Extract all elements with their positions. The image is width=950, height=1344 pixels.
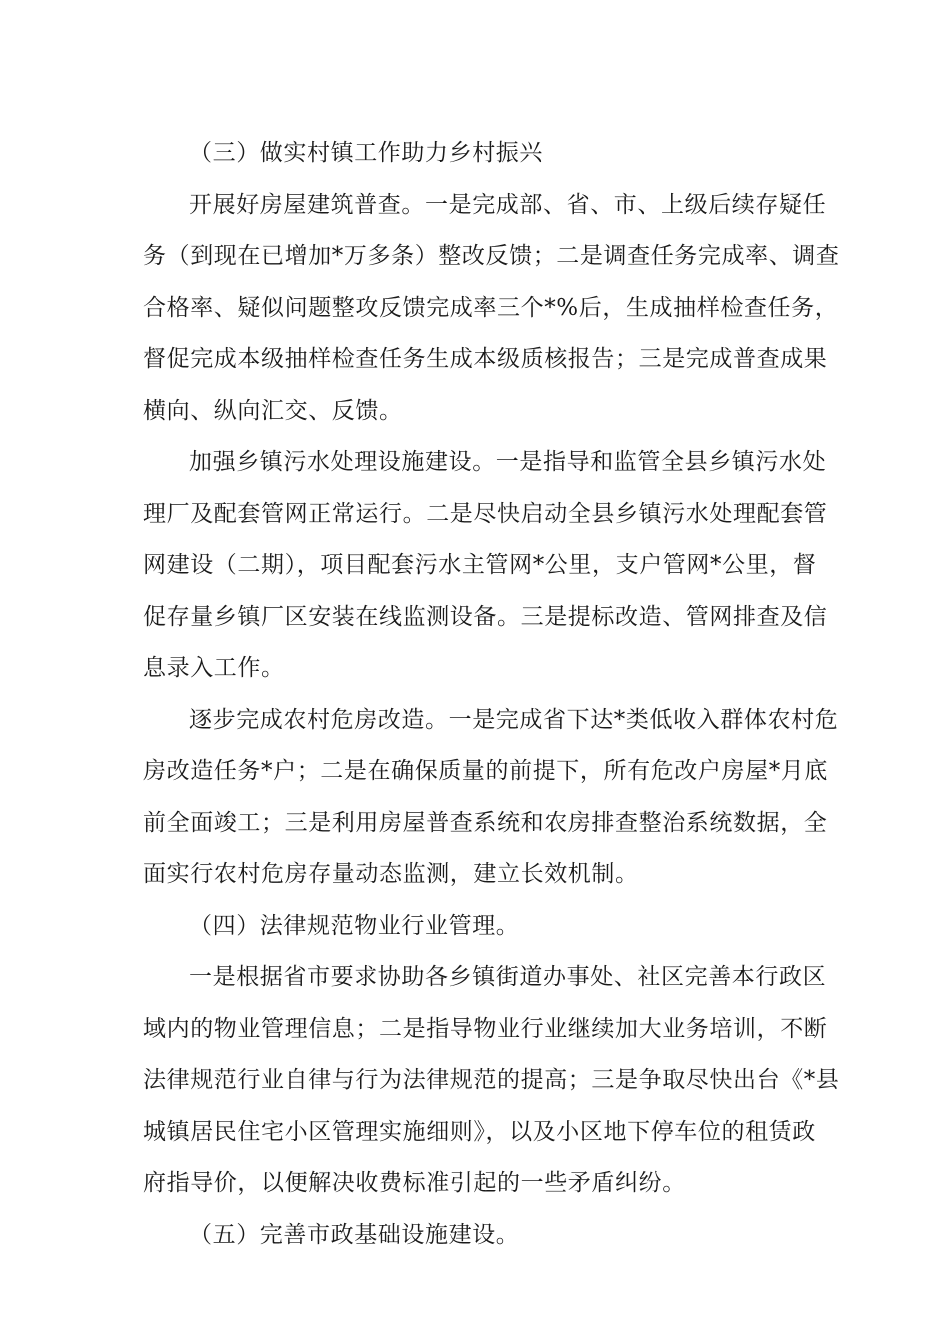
text-line: 息录入工作。 — [143, 655, 285, 681]
text-line: 督促完成本级抽样检查任务生成本级质核报告；三是完成普查成果 — [143, 346, 828, 372]
text-line: 促存量乡镇厂区安装在线监测设备。三是提标改造、管网排查及信 — [143, 603, 828, 630]
text-line: （三）做实村镇工作助力乡村振兴 — [189, 140, 543, 166]
text-line: 一是根据省市要求协助各乡镇街道办事处、社区完善本行政区 — [189, 964, 827, 990]
text-line: 域内的物业管理信息；二是指导物业行业继续加大业务培训，不断 — [143, 1015, 828, 1042]
text-line: 房改造任务*户；二是在确保质量的前提下，所有危改户房屋*月底 — [143, 758, 828, 784]
text-line: 府指导价，以便解决收费标准引起的一些矛盾纠纷。 — [143, 1170, 686, 1196]
text-line: 网建设（二期），项目配套污水主管网*公里，支户管网*公里，督 — [143, 552, 817, 578]
text-line: 前全面竣工；三是利用房屋普查系统和农房排查整治系统数据，全 — [143, 809, 828, 836]
text-line: 逐步完成农村危房改造。一是完成省下达*类低收入群体农村危 — [189, 706, 839, 733]
text-line: 合格率、疑似问题整攻反馈完成率三个*%后，生成抽样检查任务， — [143, 294, 839, 321]
text-line: 横向、纵向汇交、反馈。 — [143, 397, 403, 424]
text-line: 开展好房屋建筑普查。一是完成部、省、市、上级后续存疑任 — [189, 191, 827, 218]
text-line: 面实行农村危房存量动态监测，建立长效机制。 — [143, 861, 639, 887]
text-line: 加强乡镇污水处理设施建设。一是指导和监管全县乡镇污水处 — [189, 449, 827, 475]
text-line: 法律规范行业自律与行为法律规范的提高；三是争取尽快出台《*县 — [143, 1067, 840, 1093]
text-line: （四）法律规范物业行业管理。 — [189, 912, 520, 939]
text-line: 理厂及配套管网正常运行。二是尽快启动全县乡镇污水处理配套管 — [143, 500, 828, 527]
text-line: 务（到现在已增加*万多条）整改反馈；二是调查任务完成率、调查 — [143, 243, 840, 269]
document-body — [143, 128, 840, 1261]
text-line: （五）完善市政基础设施建设。 — [189, 1221, 520, 1248]
text-line: 城镇居民住宅小区管理实施细则》，以及小区地下停车位的租赁政 — [143, 1118, 816, 1145]
